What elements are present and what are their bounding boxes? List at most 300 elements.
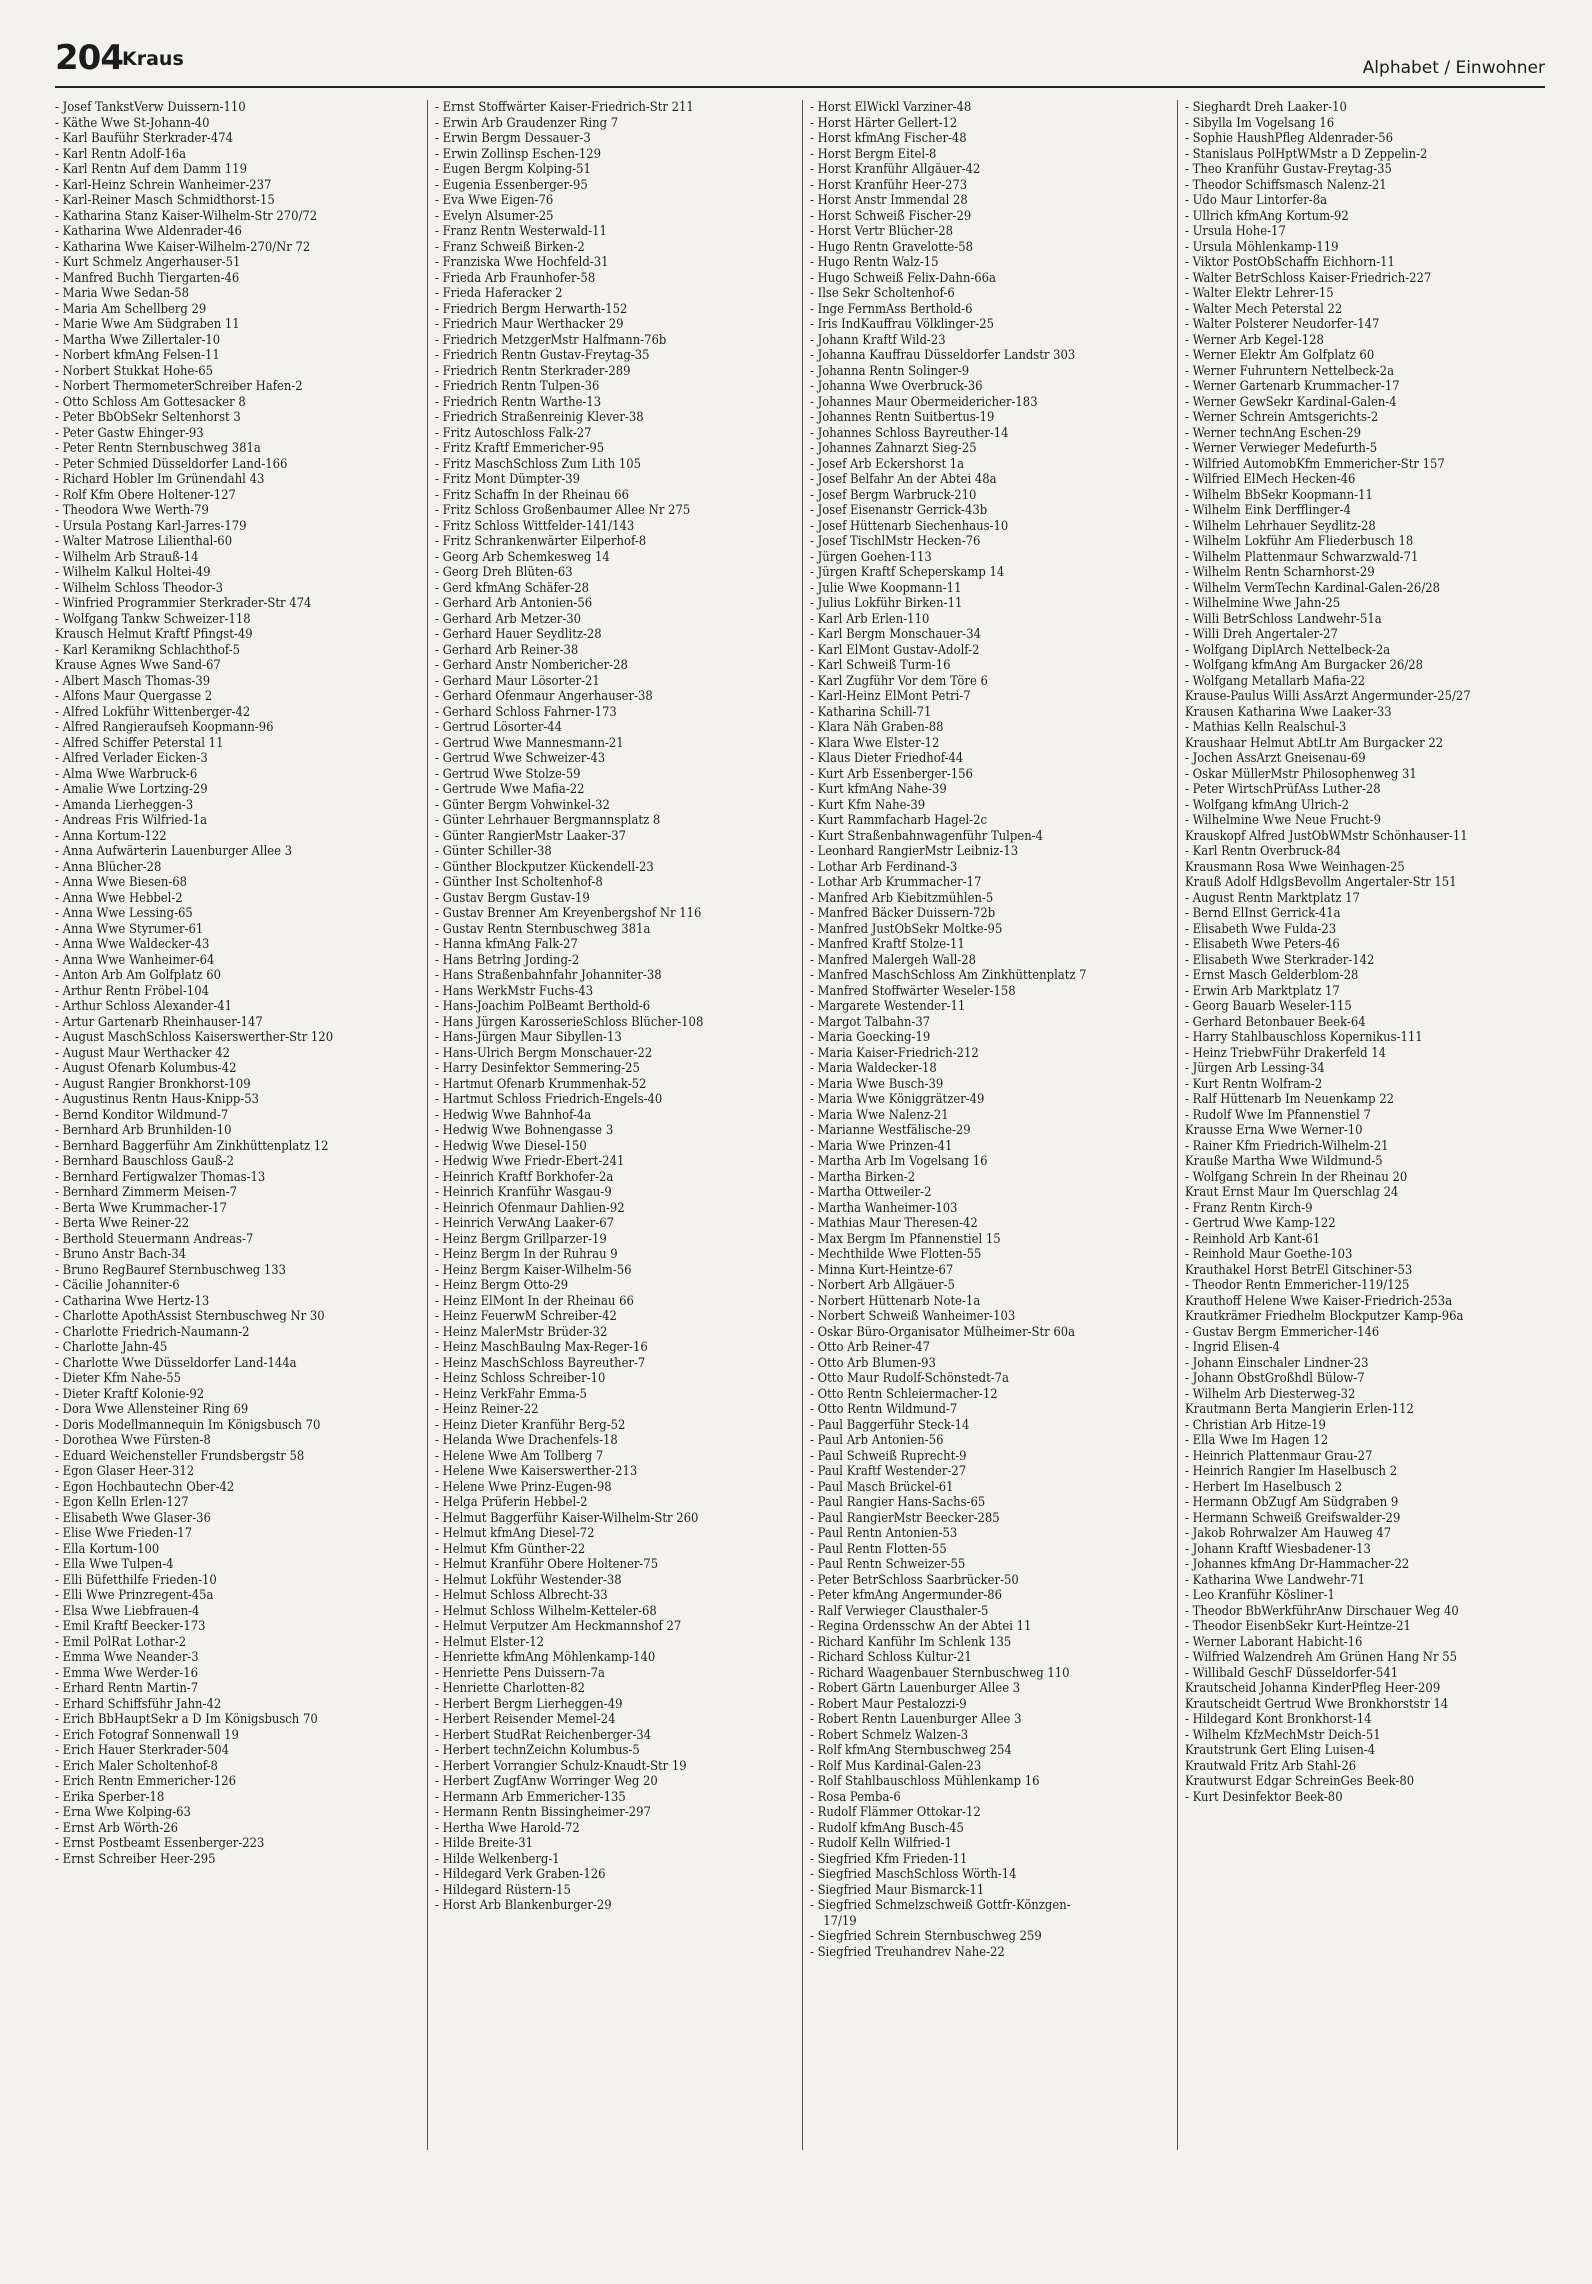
directory-entry: - Hugo Schweiß Felix-Dahn-66a xyxy=(810,270,996,286)
directory-entry: - Fritz Kraftf Emmericher-95 xyxy=(435,441,605,456)
directory-entry: - Henriette kfmAng Möhlenkamp-140 xyxy=(435,1650,656,1665)
directory-entry: - Udo Maur Lintorfer-8a xyxy=(1185,193,1328,208)
directory-entry: - Lothar Arb Ferdinand-3 xyxy=(810,859,958,875)
directory-entry: - Theodor Schiffsmasch Nalenz-21 xyxy=(1185,177,1387,193)
directory-entry: Kraut Ernst Maur Im Querschlag 24 xyxy=(1185,1185,1399,1200)
directory-entry: - Hertha Wwe Harold-72 xyxy=(435,1820,580,1836)
directory-entry: - Stanislaus PolHptWMstr a D Zeppelin-2 xyxy=(1185,146,1428,162)
directory-entry: - Werner Arb Kegel-128 xyxy=(1185,332,1324,348)
directory-entry: - Ella Wwe Tulpen-4 xyxy=(55,1557,174,1572)
directory-entry: - Alfred Verlader Eicken-3 xyxy=(55,751,208,766)
directory-entry: - Mechthilde Wwe Flotten-55 xyxy=(810,1247,982,1262)
directory-entry: - Siegfried Treuhandrev Nahe-22 xyxy=(810,1944,1005,1960)
directory-entry: - Werner technAng Eschen-29 xyxy=(1185,425,1361,441)
directory-entry: - Cäcilie Johanniter-6 xyxy=(55,1278,180,1293)
directory-entry: - Hermann ObZugf Am Südgraben 9 xyxy=(1185,1495,1399,1510)
directory-entry: - Wilfried ElMech Hecken-46 xyxy=(1185,472,1356,487)
directory-entry: - Rolf kfmAng Sternbuschweg 254 xyxy=(810,1743,1012,1758)
directory-entry: - Erich Fotograf Sonnenwall 19 xyxy=(55,1727,239,1743)
directory-entry: - Manfred Kraftf Stolze-11 xyxy=(810,937,965,952)
directory-entry: - Fritz Schloss Großenbaumer Allee Nr 275 xyxy=(435,503,691,518)
directory-entry: Krauskopf Alfred JustObWMstr Schönhauser-11 xyxy=(1185,828,1468,844)
directory-entry: - Günter Bergm Vohwinkel-32 xyxy=(435,797,610,813)
directory-entry: - Anton Arb Am Golfplatz 60 xyxy=(55,968,221,983)
directory-entry: - August Ofenarb Kolumbus-42 xyxy=(55,1061,237,1076)
directory-entry: - Franziska Wwe Hochfeld-31 xyxy=(435,255,609,270)
directory-entry: - Helmut kfmAng Diesel-72 xyxy=(435,1526,595,1541)
directory-entry: - Hugo Rentn Gravelotte-58 xyxy=(810,239,973,255)
directory-entry: - Käthe Wwe St-Johann-40 xyxy=(55,115,210,131)
directory-entry: - Erwin Arb Marktplatz 17 xyxy=(1185,983,1340,999)
directory-entry: - Erich BbHauptSekr a D Im Königsbusch 70 xyxy=(55,1712,318,1727)
directory-entry: - Frieda Haferacker 2 xyxy=(435,286,563,301)
directory-entry: - Herbert Im Haselbusch 2 xyxy=(1185,1479,1343,1495)
directory-entry: - Werner Verwieger Medefurth-5 xyxy=(1185,441,1378,456)
directory-entry: - Sibylla Im Vogelsang 16 xyxy=(1185,115,1335,131)
directory-entry: - Egon Hochbautechn Ober-42 xyxy=(55,1479,235,1495)
directory-entry: - Fritz MaschSchloss Zum Lith 105 xyxy=(435,456,641,472)
directory-entry: - Heinz Bergm Kaiser-Wilhelm-56 xyxy=(435,1262,632,1278)
directory-entry: - Ernst Masch Gelderblom-28 xyxy=(1185,968,1359,983)
directory-entry: - Lothar Arb Krummacher-17 xyxy=(810,875,982,890)
directory-entry: - Theodor Rentn Emmericher-119/125 xyxy=(1185,1278,1410,1293)
directory-entry: - Horst Arb Blankenburger-29 xyxy=(435,1898,612,1913)
directory-entry: - Bruno Anstr Bach-34 xyxy=(55,1247,187,1262)
directory-entry: - Karl Rentn Adolf-16a xyxy=(55,146,187,162)
directory-entry: Krautscheid Johanna KinderPfleg Heer-209 xyxy=(1185,1681,1441,1696)
directory-entry: - Heinrich Rangier Im Haselbusch 2 xyxy=(1185,1464,1398,1479)
directory-entry: - Arthur Schloss Alexander-41 xyxy=(55,999,233,1014)
directory-entry: - Heinrich Plattenmaur Grau-27 xyxy=(1185,1448,1373,1464)
directory-entry: - Kurt Rentn Wolfram-2 xyxy=(1185,1076,1323,1092)
directory-entry: - Gertrud Wwe Schweizer-43 xyxy=(435,751,606,766)
directory-entry: - Anna Wwe Biesen-68 xyxy=(55,875,188,890)
directory-entry: - Hermann Schweiß Greifswalder-29 xyxy=(1185,1510,1401,1526)
directory-entry: - Ursula Postang Karl-Jarres-179 xyxy=(55,518,247,534)
directory-entry: - Josef Eisenanstr Gerrick-43b xyxy=(810,503,988,518)
directory-entry: - Hanna kfmAng Falk-27 xyxy=(435,937,578,952)
directory-entry: Krautwald Fritz Arb Stahl-26 xyxy=(1185,1758,1357,1774)
directory-entry: - Charlotte Friedrich-Naumann-2 xyxy=(55,1324,250,1340)
directory-entry: - Mathias Maur Theresen-42 xyxy=(810,1216,978,1231)
directory-entry: - Heinz ElMont In der Rheinau 66 xyxy=(435,1293,634,1309)
directory-entry: - Andreas Fris Wilfried-1a xyxy=(55,813,208,828)
directory-entry: - Manfred Bäcker Duissern-72b xyxy=(810,906,996,921)
directory-entry: - Elisabeth Wwe Fulda-23 xyxy=(1185,921,1337,937)
directory-entry: - Bruno RegBauref Sternbuschweg 133 xyxy=(55,1262,287,1278)
directory-entry: - Hugo Rentn Walz-15 xyxy=(810,255,939,270)
running-head-name: Kraus xyxy=(122,48,184,70)
directory-entry: - Heinz Bergm In der Ruhrau 9 xyxy=(435,1247,618,1262)
directory-entry: Krausen Katharina Wwe Laaker-33 xyxy=(1185,704,1392,720)
section-title: Alphabet / Einwohner xyxy=(1362,58,1545,78)
directory-entry: - Heinz Bergm Otto-29 xyxy=(435,1278,569,1293)
directory-entry: - Doris Modellmannequin Im Königsbusch 70 xyxy=(55,1417,321,1433)
directory-entry: - Paul Kraftf Westender-27 xyxy=(810,1464,967,1479)
directory-entry: - Maria Wwe Königgrätzer-49 xyxy=(810,1092,985,1107)
directory-entry: - Wilhelm Lokführ Am Fliederbusch 18 xyxy=(1185,534,1414,549)
directory-entry: - Inge FernmAss Berthold-6 xyxy=(810,301,973,317)
directory-entry: Krause Agnes Wwe Sand-67 xyxy=(55,658,221,673)
directory-entry: - Josef Hüttenarb Siechenhaus-10 xyxy=(810,518,1009,534)
directory-entry: - Georg Dreh Blüten-63 xyxy=(435,565,573,580)
directory-entry: - Herbert Reisender Memel-24 xyxy=(435,1712,616,1727)
directory-entry: - Emil PolRat Lothar-2 xyxy=(55,1634,187,1650)
directory-entry: - Rudolf Kelln Wilfried-1 xyxy=(810,1836,953,1851)
directory-entry: - Leo Kranführ Kösliner-1 xyxy=(1185,1588,1335,1603)
directory-entry: - Helmut Kranführ Obere Holtener-75 xyxy=(435,1557,659,1572)
column-divider xyxy=(427,100,428,2150)
directory-entry: - Hans Jürgen KarosserieSchloss Blücher-108 xyxy=(435,1014,704,1030)
directory-entry: - Otto Schloss Am Gottesacker 8 xyxy=(55,394,246,410)
directory-entry: - Helmut Verputzer Am Heckmannshof 27 xyxy=(435,1619,682,1634)
directory-entry: - Wilfried Walzendreh Am Grünen Hang Nr 55 xyxy=(1185,1650,1457,1665)
directory-entry: - Charlotte Jahn-45 xyxy=(55,1340,168,1355)
directory-entry: Krausmann Rosa Wwe Weinhagen-25 xyxy=(1185,859,1405,875)
directory-entry: - Willi Dreh Angertaler-27 xyxy=(1185,627,1338,642)
directory-entry: - Anna Wwe Hebbel-2 xyxy=(55,890,183,906)
directory-entry: - Paul Masch Brückel-61 xyxy=(810,1479,954,1495)
directory-entry: - Siegfried Schmelzschweiß Gottfr-Könzgen-17/19 xyxy=(810,1898,1071,1929)
directory-entry: - Herbert Bergm Lierheggen-49 xyxy=(435,1696,623,1712)
directory-entry: - Harry Stahlbauschloss Kopernikus-111 xyxy=(1185,1030,1423,1045)
directory-entry: - Gerhard Arb Antonien-56 xyxy=(435,596,593,611)
directory-columns xyxy=(55,100,1545,2260)
directory-entry: - Johannes Rentn Suitbertus-19 xyxy=(810,410,995,425)
directory-entry: - Hilde Breite-31 xyxy=(435,1836,534,1851)
directory-entry: - Karl Arb Erlen-110 xyxy=(810,611,930,627)
directory-entry: - Otto Arb Reiner-47 xyxy=(810,1340,931,1355)
directory-entry: - Katharina Schill-71 xyxy=(810,704,932,720)
directory-entry: - Franz Rentn Westerwald-11 xyxy=(435,224,607,239)
directory-entry: - Wilhelm Schloss Theodor-3 xyxy=(55,580,224,596)
directory-entry: - Erich Rentn Emmericher-126 xyxy=(55,1774,236,1789)
directory-entry: - Sophie HaushPfleg Aldenrader-56 xyxy=(1185,131,1394,146)
directory-entry: - Heinrich Ofenmaur Dahlien-92 xyxy=(435,1200,625,1216)
directory-entry: - Gerd kfmAng Schäfer-28 xyxy=(435,580,589,596)
directory-entry: - Julius Lokführ Birken-11 xyxy=(810,596,963,611)
directory-entry: - August Maur Werthacker 42 xyxy=(55,1045,231,1061)
directory-entry: - Heinz MalerMstr Brüder-32 xyxy=(435,1324,608,1340)
directory-entry: - Elli Wwe Prinzregent-45a xyxy=(55,1588,214,1603)
directory-entry: - Wilhelm Lehrhauer Seydlitz-28 xyxy=(1185,518,1376,534)
directory-entry: - Maria Wwe Busch-39 xyxy=(810,1076,944,1092)
directory-entry: - Walter Polsterer Neudorfer-147 xyxy=(1185,317,1380,332)
directory-entry: - Siegfried MaschSchloss Wörth-14 xyxy=(810,1867,1017,1882)
directory-entry: - Amalie Wwe Lortzing-29 xyxy=(55,782,208,797)
directory-entry: - Frieda Arb Fraunhofer-58 xyxy=(435,270,596,286)
directory-entry: - Berta Wwe Reiner-22 xyxy=(55,1216,190,1231)
directory-entry: - Hermann Rentn Bissingheimer-297 xyxy=(435,1805,651,1820)
directory-entry: - Mathias Kelln Realschul-3 xyxy=(1185,720,1347,735)
directory-entry: - Fritz Schaffn In der Rheinau 66 xyxy=(435,487,630,503)
directory-entry: - Karl Bergm Monschauer-34 xyxy=(810,627,981,642)
directory-entry: - Gerhard Hauer Seydlitz-28 xyxy=(435,627,602,642)
directory-entry: Kraushaar Helmut AbtLtr Am Burgacker 22 xyxy=(1185,735,1444,751)
directory-entry: - Wolfgang kfmAng Ulrich-2 xyxy=(1185,797,1350,813)
directory-entry: - Kurt Kfm Nahe-39 xyxy=(810,797,926,813)
directory-entry: - Margot Talbahn-37 xyxy=(810,1014,931,1030)
directory-entry: Krautmann Berta Mangierin Erlen-112 xyxy=(1185,1402,1414,1417)
directory-entry: - Norbert Stukkat Hohe-65 xyxy=(55,363,214,379)
directory-entry: - Hans-Ulrich Bergm Monschauer-22 xyxy=(435,1045,653,1061)
directory-entry: - Maria Wwe Nalenz-21 xyxy=(810,1107,949,1123)
directory-entry: - Walter Mech Peterstal 22 xyxy=(1185,301,1343,317)
directory-entry: Krausse Erna Wwe Werner-10 xyxy=(1185,1123,1363,1138)
directory-entry: - Erich Maler Scholtenhof-8 xyxy=(55,1758,218,1774)
directory-entry: - Dieter Kraftf Kolonie-92 xyxy=(55,1386,205,1402)
directory-entry: - Wilhelmine Wwe Neue Frucht-9 xyxy=(1185,813,1382,828)
directory-entry: - Willi BetrSchloss Landwehr-51a xyxy=(1185,611,1382,627)
directory-entry: - Maria Am Schellberg 29 xyxy=(55,301,207,317)
directory-entry: - Eugenia Essenberger-95 xyxy=(435,177,588,193)
directory-entry: - Robert Maur Pestalozzi-9 xyxy=(810,1696,967,1712)
directory-entry: - Alma Wwe Warbruck-6 xyxy=(55,766,198,782)
directory-entry: - Otto Rentn Wildmund-7 xyxy=(810,1402,958,1417)
directory-entry: - Gustav Bergm Emmericher-146 xyxy=(1185,1324,1380,1340)
directory-entry: - Ursula Hohe-17 xyxy=(1185,224,1286,239)
directory-entry: - Werner Fuhruntern Nettelbeck-2a xyxy=(1185,363,1395,379)
directory-entry: - Walter Elektr Lehrer-15 xyxy=(1185,286,1334,301)
directory-entry: - Paul Rangier Hans-Sachs-65 xyxy=(810,1495,986,1510)
directory-entry: - Eduard Weichensteller Frundsbergstr 58 xyxy=(55,1448,305,1464)
directory-entry: - Jürgen Kraftf Scheperskamp 14 xyxy=(810,565,1005,580)
directory-entry: - Rolf Mus Kardinal-Galen-23 xyxy=(810,1758,982,1774)
directory-entry: - Karl Zugführ Vor dem Töre 6 xyxy=(810,673,988,689)
directory-entry: - Josef Arb Eckershorst 1a xyxy=(810,456,965,472)
directory-entry: - Robert Schmelz Walzen-3 xyxy=(810,1727,969,1743)
directory-entry: - Sieghardt Dreh Laaker-10 xyxy=(1185,100,1347,115)
directory-entry: - Günter RangierMstr Laaker-37 xyxy=(435,828,626,844)
directory-entry: - Norbert Arb Allgäuer-5 xyxy=(810,1278,955,1293)
directory-entry: - Werner Schrein Amtsgerichts-2 xyxy=(1185,410,1379,425)
directory-entry: - Johann Einschaler Lindner-23 xyxy=(1185,1355,1369,1371)
page-header xyxy=(55,36,1545,88)
directory-entry: - Herbert StudRat Reichenberger-34 xyxy=(435,1727,652,1743)
directory-entry: - Johanna Rentn Solinger-9 xyxy=(810,363,970,379)
directory-entry: - Gertrud Lösorter-44 xyxy=(435,720,563,735)
directory-entry: - Wolfgang Tankw Schweizer-118 xyxy=(55,611,251,627)
directory-entry: - Helene Wwe Am Tollberg 7 xyxy=(435,1448,604,1464)
directory-entry: - Ingrid Elisen-4 xyxy=(1185,1340,1280,1355)
directory-entry: - Klara Näh Graben-88 xyxy=(810,720,944,735)
directory-entry: - Richard Waagenbauer Sternbuschweg 110 xyxy=(810,1665,1070,1681)
directory-entry: - Erwin Bergm Dessauer-3 xyxy=(435,131,591,146)
directory-entry: - Johann Kraftf Wiesbadener-13 xyxy=(1185,1541,1371,1557)
directory-entry: - Wilfried AutomobKfm Emmericher-Str 157 xyxy=(1185,456,1445,472)
directory-entry: - Maria Kaiser-Friedrich-212 xyxy=(810,1045,979,1061)
directory-entry: - Wilhelm Rentn Scharnhorst-29 xyxy=(1185,565,1375,580)
directory-entry: - Anna Wwe Lessing-65 xyxy=(55,906,193,921)
directory-entry: - Helmut Lokführ Westender-38 xyxy=(435,1572,622,1588)
directory-entry: - Richard Kanführ Im Schlenk 135 xyxy=(810,1634,1012,1650)
directory-entry: - Norbert Hüttenarb Note-1a xyxy=(810,1293,981,1309)
directory-entry: - Helmut Elster-12 xyxy=(435,1634,545,1650)
directory-entry: - Friedrich MetzgerMstr Halfmann-76b xyxy=(435,332,667,348)
directory-entry: - Johann ObstGroßhdl Bülow-7 xyxy=(1185,1371,1365,1386)
directory-entry: - Kurt Schmelz Angerhauser-51 xyxy=(55,255,241,270)
directory-entry: - Wilhelm Plattenmaur Schwarzwald-71 xyxy=(1185,549,1419,565)
directory-entry: - Hartmut Schloss Friedrich-Engels-40 xyxy=(435,1092,663,1107)
directory-entry: - Anna Wwe Waldecker-43 xyxy=(55,937,210,952)
directory-entry: - Peter Rentn Sternbuschweg 381a xyxy=(55,441,261,456)
directory-entry: - Otto Rentn Schleiermacher-12 xyxy=(810,1386,998,1402)
directory-entry: - Paul Arb Antonien-56 xyxy=(810,1433,944,1448)
directory-entry: - Friedrich Rentn Gustav-Freytag-35 xyxy=(435,348,650,363)
directory-entry: - Dieter Kfm Nahe-55 xyxy=(55,1371,182,1386)
directory-entry: - Paul Rentn Antonien-53 xyxy=(810,1526,958,1541)
directory-entry: - Georg Bauarb Weseler-115 xyxy=(1185,999,1352,1014)
directory-entry: Krause-Paulus Willi AssArzt Angermunder-25/27 xyxy=(1185,689,1471,704)
directory-entry: - Horst Vertr Blücher-28 xyxy=(810,224,953,239)
directory-entry: - Manfred Stoffwärter Weseler-158 xyxy=(810,983,1016,999)
directory-entry: - Klara Wwe Elster-12 xyxy=(810,735,940,751)
directory-entry: - Minna Kurt-Heintze-67 xyxy=(810,1262,954,1278)
directory-entry: - Katharina Wwe Landwehr-71 xyxy=(1185,1572,1366,1588)
directory-entry: - Marie Wwe Am Südgraben 11 xyxy=(55,317,240,332)
directory-entry: - Peter BetrSchloss Saarbrücker-50 xyxy=(810,1572,1019,1588)
directory-entry: - Erna Wwe Kolping-63 xyxy=(55,1805,191,1820)
directory-entry: - Norbert Schweiß Wanheimer-103 xyxy=(810,1309,1016,1324)
directory-entry: - Johann Kraftf Wild-23 xyxy=(810,332,946,348)
directory-entry: - Siegfried Schrein Sternbuschweg 259 xyxy=(810,1929,1042,1944)
directory-entry: - Gerhard Ofenmaur Angerhauser-38 xyxy=(435,689,653,704)
directory-entry: - Berthold Steuermann Andreas-7 xyxy=(55,1231,254,1247)
directory-entry: - Anna Wwe Wanheimer-64 xyxy=(55,952,215,968)
directory-entry: - Günter Schiller-38 xyxy=(435,844,552,859)
directory-entry: - Hans Straßenbahnfahr Johanniter-38 xyxy=(435,968,662,983)
directory-entry: - Hans-Joachim PolBeamt Berthold-6 xyxy=(435,999,651,1014)
directory-entry: - Kurt Rammfacharb Hagel-2c xyxy=(810,813,987,828)
directory-entry: - Günther Inst Scholtenhof-8 xyxy=(435,875,603,890)
directory-entry: - Hedwig Wwe Bahnhof-4a xyxy=(435,1107,592,1123)
directory-entry: - Heinrich Kraftf Borkhofer-2a xyxy=(435,1169,614,1185)
directory-entry: - Horst ElWickl Varziner-48 xyxy=(810,100,972,115)
directory-entry: - Artur Gartenarb Rheinhauser-147 xyxy=(55,1014,263,1030)
directory-entry: - August MaschSchloss Kaiserswerther-Str 120 xyxy=(55,1030,334,1045)
directory-entry: - Leonhard RangierMstr Leibniz-13 xyxy=(810,844,1019,859)
directory-entry: - Bernhard Baggerführ Am Zinkhüttenplatz 12 xyxy=(55,1138,329,1154)
directory-entry: - Peter Schmied Düsseldorfer Land-166 xyxy=(55,456,288,472)
directory-entry: - Bernhard Arb Brunhilden-10 xyxy=(55,1123,232,1138)
directory-entry: - Helene Wwe Kaiserswerther-213 xyxy=(435,1464,638,1479)
directory-entry: - Kurt Arb Essenberger-156 xyxy=(810,766,973,782)
directory-entry: - Karl-Heinz Schrein Wanheimer-237 xyxy=(55,177,272,193)
column-divider xyxy=(802,100,803,2150)
directory-entry: - Heinz Dieter Kranführ Berg-52 xyxy=(435,1417,626,1433)
directory-entry: - Rosa Pemba-6 xyxy=(810,1789,901,1805)
directory-entry: - Robert Rentn Lauenburger Allee 3 xyxy=(810,1712,1022,1727)
column-4 xyxy=(1185,100,1471,2260)
directory-entry: - Günther Blockputzer Kückendell-23 xyxy=(435,859,654,875)
directory-entry: - Elisabeth Wwe Peters-46 xyxy=(1185,937,1340,952)
directory-entry: - Franz Rentn Kirch-9 xyxy=(1185,1200,1313,1216)
directory-entry: - Werner Gartenarb Krummacher-17 xyxy=(1185,379,1400,394)
directory-entry: - Willibald GeschF Düsseldorfer-541 xyxy=(1185,1665,1399,1681)
directory-entry: - Gustav Bergm Gustav-19 xyxy=(435,890,590,906)
directory-entry: - Kurt kfmAng Nahe-39 xyxy=(810,782,947,797)
directory-entry: - Erhard Rentn Martin-7 xyxy=(55,1681,199,1696)
directory-entry: - Jakob Rohrwalzer Am Hauweg 47 xyxy=(1185,1526,1392,1541)
directory-entry: - Fritz Autoschloss Falk-27 xyxy=(435,425,592,441)
directory-entry: - Wilhelm BbSekr Koopmann-11 xyxy=(1185,487,1373,503)
directory-entry: - Josef Bergm Warbruck-210 xyxy=(810,487,977,503)
directory-entry: - Rolf Kfm Obere Holtener-127 xyxy=(55,487,236,503)
directory-entry: - Erika Sperber-18 xyxy=(55,1789,165,1805)
directory-entry: - Karl Schweiß Turm-16 xyxy=(810,658,951,673)
column-2 xyxy=(435,100,721,2260)
directory-entry: - Gertrude Wwe Mafia-22 xyxy=(435,782,585,797)
directory-entry: - Georg Arb Schemkesweg 14 xyxy=(435,549,610,565)
directory-entry: - Friedrich Rentn Warthe-13 xyxy=(435,394,602,410)
directory-entry: - Walter BetrSchloss Kaiser-Friedrich-227 xyxy=(1185,270,1432,286)
directory-entry: - Gerhard Maur Lösorter-21 xyxy=(435,673,600,689)
directory-entry: - Norbert kfmAng Felsen-11 xyxy=(55,348,220,363)
directory-entry: - Klaus Dieter Friedhof-44 xyxy=(810,751,964,766)
column-1 xyxy=(55,100,341,2260)
directory-entry: - Elsa Wwe Liebfrauen-4 xyxy=(55,1603,200,1619)
directory-entry: - Herbert technZeichn Kolumbus-5 xyxy=(435,1743,640,1758)
directory-entry: - Hildegard Verk Graben-126 xyxy=(435,1867,606,1882)
directory-entry: - Rolf Stahlbauschloss Mühlenkamp 16 xyxy=(810,1774,1040,1789)
directory-entry: Krausch Helmut Kraftf Pfingst-49 xyxy=(55,627,253,642)
directory-entry: - Johannes Zahnarzt Sieg-25 xyxy=(810,441,977,456)
directory-entry: - Maria Waldecker-18 xyxy=(810,1061,937,1076)
directory-entry: - Helanda Wwe Drachenfels-18 xyxy=(435,1433,618,1448)
directory-entry: - Johannes kfmAng Dr-Hammacher-22 xyxy=(1185,1557,1410,1572)
directory-entry: - Oskar Büro-Organisator Mülheimer-Str 60a xyxy=(810,1324,1076,1340)
directory-entry: - Johanna Wwe Overbruck-36 xyxy=(810,379,983,394)
page-number: 204 xyxy=(55,38,123,78)
directory-entry: - Karl ElMont Gustav-Adolf-2 xyxy=(810,642,980,658)
directory-entry: - Erhard Schiffsführ Jahn-42 xyxy=(55,1696,222,1712)
directory-entry: - Otto Maur Rudolf-Schönstedt-7a xyxy=(810,1371,1009,1386)
directory-entry: - Norbert ThermometerSchreiber Hafen-2 xyxy=(55,379,303,394)
directory-entry: - Reinhold Maur Goethe-103 xyxy=(1185,1247,1353,1262)
directory-entry: - Hans WerkMstr Fuchs-43 xyxy=(435,983,594,999)
directory-entry: - Theo Kranführ Gustav-Freytag-35 xyxy=(1185,162,1392,177)
directory-entry: - Wilhelm Kalkul Holtei-49 xyxy=(55,565,211,580)
directory-entry: - Karl Rentn Auf dem Damm 119 xyxy=(55,162,247,177)
directory-entry: - Manfred Arb Kiebitzmühlen-5 xyxy=(810,890,994,906)
directory-entry: - Hedwig Wwe Bohnengasse 3 xyxy=(435,1123,614,1138)
directory-entry: - Friedrich Bergm Herwarth-152 xyxy=(435,301,628,317)
directory-entry: - Hildegard Kont Bronkhorst-14 xyxy=(1185,1712,1372,1727)
directory-entry: - Günter Lehrhauer Bergmannsplatz 8 xyxy=(435,813,661,828)
directory-entry: - Erwin Zollinsp Eschen-129 xyxy=(435,146,601,162)
directory-entry: - Heinz TriebwFühr Drakerfeld 14 xyxy=(1185,1045,1387,1061)
directory-entry: - Hartmut Ofenarb Krummenhak-52 xyxy=(435,1076,647,1092)
directory-entry: - Wilhelm KfzMechMstr Deich-51 xyxy=(1185,1727,1381,1743)
directory-entry: - Rudolf Wwe Im Pfannenstiel 7 xyxy=(1185,1107,1371,1123)
directory-entry: - Alfred Lokführ Wittenberger-42 xyxy=(55,704,251,720)
directory-entry: - Katharina Wwe Aldenrader-46 xyxy=(55,224,242,239)
directory-entry: - Werner GewSekr Kardinal-Galen-4 xyxy=(1185,394,1397,410)
directory-entry: - Max Bergm Im Pfannenstiel 15 xyxy=(810,1231,1001,1247)
directory-entry: - Paul Rentn Schweizer-55 xyxy=(810,1557,966,1572)
directory-entry: - Wolfgang DiplArch Nettelbeck-2a xyxy=(1185,642,1391,658)
directory-entry: - Erwin Arb Graudenzer Ring 7 xyxy=(435,115,619,131)
directory-entry: - Gertrud Wwe Stolze-59 xyxy=(435,766,581,782)
directory-entry: - Anna Wwe Styrumer-61 xyxy=(55,921,204,937)
directory-entry: - Evelyn Alsumer-25 xyxy=(435,208,554,224)
directory-entry: - Eugen Bergm Kolping-51 xyxy=(435,162,591,177)
directory-entry: - Gustav Rentn Sternbuschweg 381a xyxy=(435,921,651,937)
directory-entry: - Maria Wwe Sedan-58 xyxy=(55,286,190,301)
directory-entry: - Martha Ottweiler-2 xyxy=(810,1185,932,1200)
directory-entry: - Catharina Wwe Hertz-13 xyxy=(55,1293,210,1309)
directory-entry: - Albert Masch Thomas-39 xyxy=(55,673,211,689)
